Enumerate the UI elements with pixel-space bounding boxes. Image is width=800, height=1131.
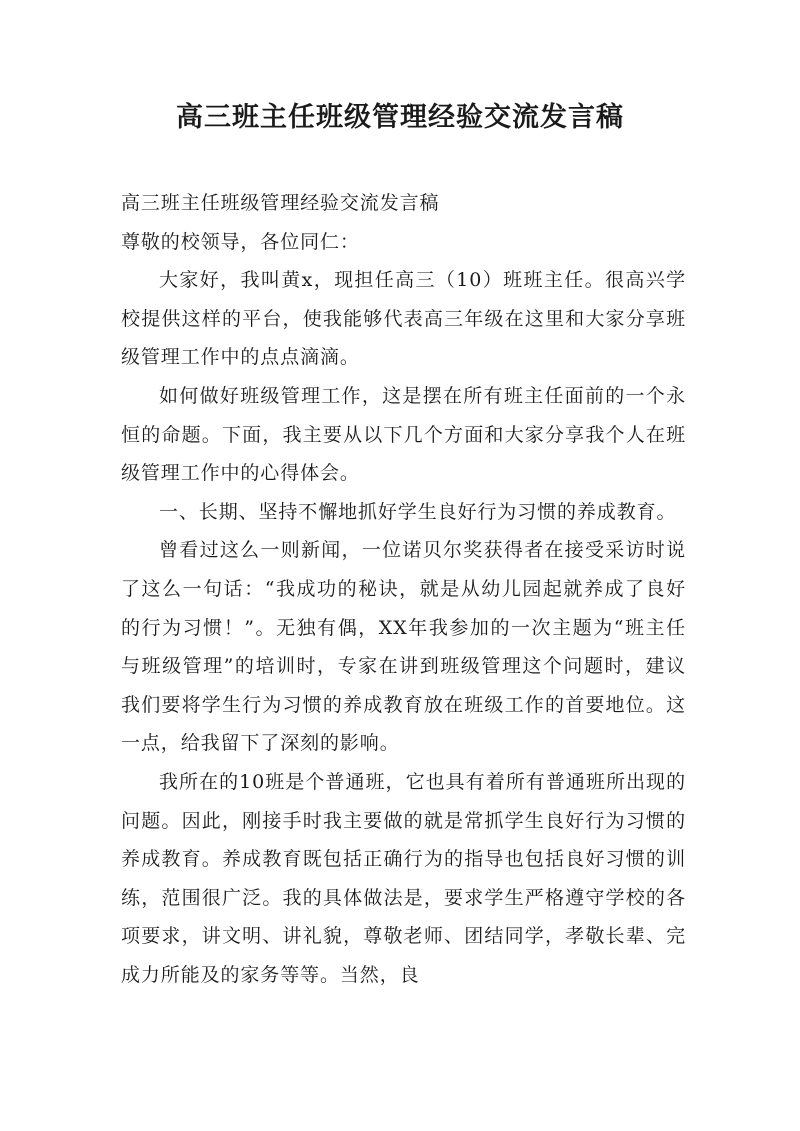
paragraph-story: 曾看过这么一则新闻，一位诺贝尔奖获得者在接受采访时说了这么一句话：“我成功的秘诀，就是从幼儿园起就养成了良好的行为习惯！”。无独有偶，XX年我参加的一次主题为“班主任与班级管理”的培训时，专家在讲到班级管理这个问题时，建议我们要将学生行为习惯的养成教育放在班级工作的首要地位。这一点，给我留下了深刻的影响。: [121, 539, 686, 755]
document-title: 高三班主任班级管理经验交流发言稿: [176, 102, 624, 133]
paragraph-practice: 我所在的10班是个普通班，它也具有着所有普通班所出现的问题。因此，刚接手时我主要做的就是常抓学生良好行为习惯的养成教育。养成教育既包括正确行为的指导也包括良好习惯的训练，范围很广泛。我的具体做法是，要求学生严格遵守学校的各项要求，讲文明、讲礼貌，尊敬老师、团结同学，孝敬长辈、完成力所能及的家务等等。当然，良: [121, 770, 686, 986]
paragraph-intro: 如何做好班级管理工作，这是摆在所有班主任面前的一个永恒的命题。下面，我主要从以下几个方面和大家分享我个人在班级管理工作中的心得体会。: [121, 384, 686, 485]
document-body: [121, 184, 686, 994]
salutation: 尊敬的校领导，各位同仁：: [121, 230, 360, 253]
subtitle-line: 高三班主任班级管理经验交流发言稿: [121, 192, 440, 214]
paragraph-greeting: 大家好，我叫黄x，现担任高三（10）班班主任。很高兴学校提供这样的平台，使我能够代表高三年级在这里和大家分享班级管理工作中的点点滴滴。: [121, 269, 686, 369]
section-heading-1: 一、长期、坚持不懈地抓好学生良好行为习惯的养成教育。: [159, 500, 677, 523]
